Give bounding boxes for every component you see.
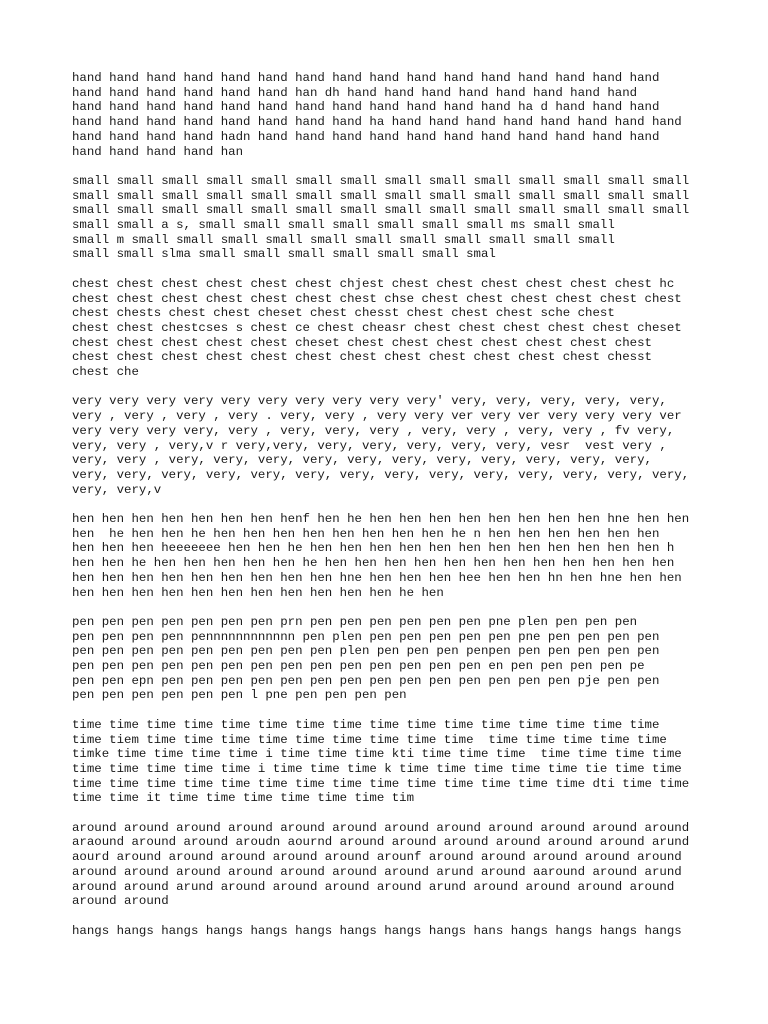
text-line: very , very , very , very . very, very , very very ver very ver very very very ver (72, 409, 682, 424)
paragraph-small (72, 174, 712, 262)
paragraph-hangs (72, 924, 712, 939)
text-line: pen pen pen pen pennnnnnnnnnnn pen plen pen pen pen pen pen pne pen pen pen pen (72, 629, 660, 644)
text-line: small small small small small small small small small small small small small small (72, 173, 690, 188)
text-line: very, very, very, very, very, very, very, very, very, very, very, very, very, very, (72, 467, 690, 482)
text-line: hangs hangs hangs hangs hangs hangs hangs hangs hangs hans hangs hangs hangs hangs (72, 923, 682, 938)
text-line: around around arund around around around around arund around around around around (72, 879, 675, 894)
text-line: time time time time time time time time time time time time time time dti time time (72, 776, 690, 791)
text-line: small small a s, small small small small small small small ms small small (72, 218, 615, 233)
text-line: very very very very, very , very, very, very , very, very , very, very , fv very, (72, 423, 675, 438)
text-line: pen pen pen pen pen pen pen pen pen plen pen pen pen penpen pen pen pen pen pen (72, 644, 660, 659)
text-line: chest che (72, 365, 139, 380)
text-line: time tiem time time time time time time time time time time time time time time (72, 732, 667, 747)
paragraph-pen (72, 615, 712, 703)
text-line: chest chest chest chest chest chest chest chse chest chest chest chest chest chest (72, 291, 682, 306)
paragraph-hen (72, 512, 712, 600)
text-line: very, very , very,v r very,very, very, very, very, very, very, vesr vest very , (72, 438, 667, 453)
text-line: chest chests chest chest cheset chest chesst chest chest chest sche chest (72, 306, 615, 321)
text-line: hand hand hand hand hand hand han dh hand hand hand hand hand hand hand hand (72, 85, 638, 100)
paragraph-time (72, 718, 712, 806)
text-line: chest chest chestcses s chest ce chest cheasr chest chest chest chest chest cheset (72, 320, 682, 335)
text-line: chest chest chest chest chest chest chest chest chest chest chest chest chesst (72, 350, 652, 365)
paragraph-around (72, 821, 712, 909)
text-line: hand hand hand hand hand hand hand hand ha hand hand hand hand hand hand hand hand (72, 115, 682, 130)
text-line: pen pen pen pen pen pen pen pen pen pen pen pen pen pen en pen pen pen pen pe (72, 659, 645, 674)
text-line: hen hen hen heeeeeee hen hen he hen hen hen hen hen hen hen hen hen hen hen hen h (72, 541, 675, 556)
text-line: time time time time time time time time time time time time time time time time (72, 717, 660, 732)
text-line: hen hen hen hen hen hen hen hen hen hne hen hen hen hee hen hen hn hen hne hen hen (72, 570, 682, 585)
paragraph-very (72, 394, 712, 497)
paragraph-chest (72, 277, 712, 380)
text-line: hen hen hen hen hen hen hen henf hen he hen hen hen hen hen hen hen hen hne hen hen (72, 512, 690, 527)
text-line: hand hand hand hand hadn hand hand hand hand hand hand hand hand hand hand hand (72, 129, 660, 144)
text-line: hand hand hand hand hand hand hand hand hand hand hand hand hand hand hand hand (72, 71, 660, 85)
text-line: chest chest chest chest chest cheset chest chest chest chest chest chest chest (72, 335, 652, 350)
text-line: around around around around around around around arund around aaround around arund (72, 864, 682, 879)
text-line: pen pen epn pen pen pen pen pen pen pen pen pen pen pen pen pen pen pje pen pen (72, 673, 660, 688)
text-line: hen hen hen hen hen hen hen hen hen hen hen he hen (72, 585, 444, 600)
text-line: small small small small small small small small small small small small small small (72, 188, 690, 203)
text-line: araound around around aroudn aournd around around around around around around arund (72, 835, 690, 850)
text-line: around around around around around around around around around around around around (72, 820, 690, 835)
paragraph-hand (72, 71, 712, 159)
text-line: hen hen he hen hen hen hen hen he hen hen hen hen hen hen hen hen hen hen hen hen (72, 556, 675, 571)
text-line: chest chest chest chest chest chest chjest chest chest chest chest chest chest hc (72, 276, 675, 291)
text-line: pen pen pen pen pen pen l pne pen pen pen pen (72, 688, 407, 703)
text-line: small small slma small small small small small small smal (72, 247, 496, 262)
text-line: timke time time time time i time time time kti time time time time time time time (72, 747, 682, 762)
text-line: very very very very very very very very very very' very, very, very, very, very, (72, 394, 667, 409)
text-line: time time it time time time time time time tim (72, 791, 415, 806)
document-page (72, 71, 712, 953)
text-line: hand hand hand hand han (72, 144, 244, 159)
text-line: pen pen pen pen pen pen pen prn pen pen pen pen pen pen pne plen pen pen pen (72, 614, 638, 629)
text-line: very, very , very, very, very, very, very, very, very, very, very, very, very, (72, 453, 652, 468)
text-line: hen he hen hen he hen hen hen hen hen hen hen hen he n hen hen hen hen hen hen (72, 526, 660, 541)
text-line: hand hand hand hand hand hand hand hand hand hand hand hand ha d hand hand hand (72, 100, 660, 115)
text-line: very, very,v (72, 482, 162, 497)
text-line: aourd around around around around around arounf around around around around around (72, 850, 682, 865)
text-line: small small small small small small small small small small small small small small (72, 203, 690, 218)
text-line: around around (72, 894, 169, 909)
text-line: time time time time time i time time time k time time time time time tie time time (72, 761, 682, 776)
text-line: small m small small small small small small small small small small small (72, 232, 615, 247)
